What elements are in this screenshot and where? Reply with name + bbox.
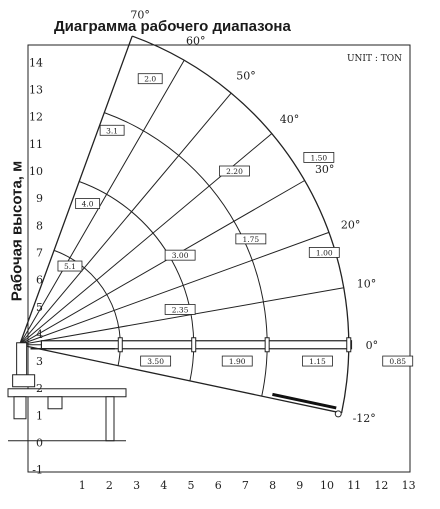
capacity-label: 3.1 — [106, 126, 119, 136]
crane-turret — [13, 375, 35, 387]
y-tick-label: 14 — [29, 56, 43, 70]
capacity-label: 1.75 — [242, 234, 260, 244]
y-tick-label: 1 — [36, 409, 43, 423]
y-tick-label: 8 — [36, 219, 43, 233]
angle-label: 60° — [186, 34, 206, 48]
capacity-label: 2.35 — [171, 305, 189, 315]
angle-ray — [20, 36, 133, 345]
capacity-label: 2.0 — [144, 74, 157, 84]
angle-ray — [20, 232, 329, 344]
y-tick-label: 2 — [36, 382, 43, 396]
hook — [335, 411, 341, 417]
capacity-label: 3.50 — [147, 357, 164, 367]
boom-joint — [265, 338, 269, 352]
capacity-label: 1.50 — [310, 153, 328, 163]
capacity-label: 3.00 — [171, 251, 189, 261]
plot-frame — [28, 45, 410, 472]
angle-label: 40° — [279, 112, 300, 126]
x-tick-label: 13 — [401, 479, 416, 492]
x-tick-label: 4 — [160, 479, 168, 492]
outrigger-right — [106, 397, 114, 441]
x-tick-label: 9 — [296, 479, 304, 492]
truck-deck — [8, 389, 126, 397]
y-tick-label: 12 — [29, 110, 43, 124]
angle-label: 10° — [356, 277, 377, 291]
y-tick-label: 0 — [36, 436, 43, 450]
angle-label: 0° — [365, 338, 379, 352]
y-tick-label: 7 — [36, 246, 43, 260]
y-tick-label: 11 — [29, 137, 43, 151]
boom-horizontal — [41, 341, 351, 349]
x-tick-label: 6 — [214, 479, 222, 492]
chart-title: Диаграмма рабочего диапазона — [54, 18, 291, 35]
x-tick-label: 8 — [269, 479, 277, 492]
angle-label: 50° — [236, 69, 256, 83]
x-tick-label: 5 — [187, 479, 195, 492]
boom-joint — [192, 338, 196, 352]
boom-joint — [347, 338, 351, 352]
outrigger-left — [14, 397, 26, 419]
y-tick-label: 6 — [36, 273, 43, 287]
unit-label: UNIT : TON — [346, 54, 402, 64]
capacity-label: 4.0 — [81, 199, 94, 209]
x-tick-label: 3 — [133, 479, 141, 492]
y-tick-label: 4 — [36, 327, 43, 341]
capacity-label: 1.00 — [315, 248, 333, 258]
x-tick-label: 2 — [105, 479, 113, 492]
y-tick-label: 13 — [29, 83, 43, 97]
angle-ray — [20, 60, 185, 345]
capacity-label: 5.1 — [63, 262, 76, 272]
x-tick-label: 11 — [347, 479, 362, 492]
angle-ray — [20, 93, 232, 345]
capacity-label: 1.15 — [309, 357, 326, 367]
y-tick-label: 3 — [36, 355, 43, 369]
y-tick-label: -1 — [32, 463, 43, 477]
angle-label: 70° — [130, 8, 150, 22]
angle-label: 20° — [340, 218, 361, 232]
y-tick-label: 5 — [36, 300, 43, 314]
x-tick-label: 7 — [241, 479, 249, 492]
x-tick-label: 10 — [320, 479, 334, 492]
capacity-label: 1.90 — [228, 357, 246, 367]
capacity-label: 2.20 — [226, 167, 243, 176]
boom-joint — [118, 338, 122, 352]
angle-label: -12° — [352, 411, 376, 425]
y-tick-label: 9 — [36, 192, 43, 206]
angle-ray — [20, 345, 342, 413]
y-tick-label: 10 — [29, 165, 43, 178]
truck-frame — [48, 397, 62, 409]
y-axis-label: Рабочая высота, м — [8, 160, 26, 302]
boom-lowered — [272, 394, 336, 408]
crane-column — [17, 343, 27, 377]
x-tick-label: 1 — [78, 479, 86, 492]
angle-label: 30° — [314, 162, 335, 176]
capacity-label: 0.85 — [389, 357, 407, 367]
x-tick-label: 12 — [374, 479, 389, 492]
